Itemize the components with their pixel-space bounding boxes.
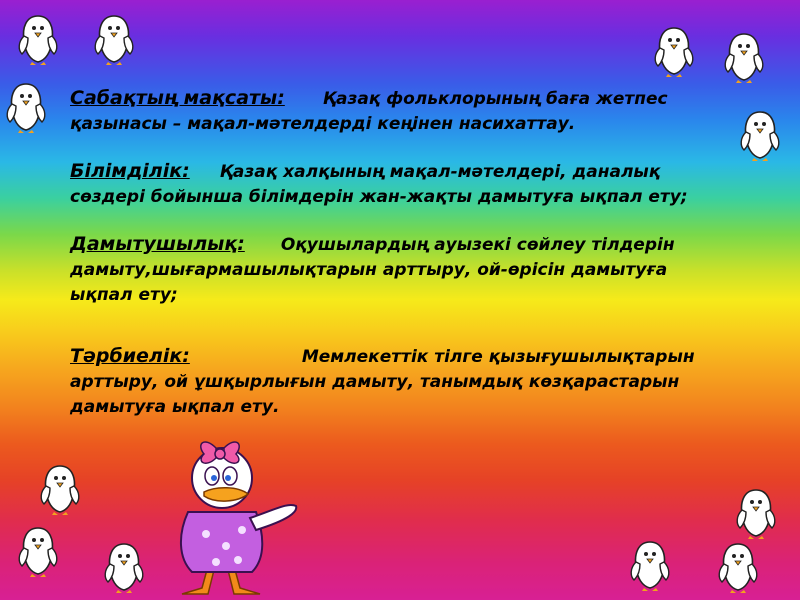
penguin-icon: [652, 24, 696, 78]
educational-paragraph: [70, 159, 730, 210]
penguin-icon: [722, 30, 766, 84]
penguin-icon: [716, 540, 760, 594]
educational-heading: Білімділік:: [70, 160, 190, 182]
penguin-icon: [92, 12, 136, 66]
goal-paragraph: [70, 86, 730, 137]
upbringing-paragraph: [70, 344, 730, 420]
penguin-icon: [734, 486, 778, 540]
slide-text: [70, 86, 730, 420]
penguin-icon: [16, 524, 60, 578]
penguin-icon: [4, 80, 48, 134]
daisy-duck-icon: [138, 438, 306, 600]
upbringing-heading: Тәрбиелік:: [70, 345, 190, 367]
developmental-paragraph: [70, 232, 730, 308]
upbringing-text: Мемлекеттік тілге қызығушылықтарын арттыру, ой ұшқырлығын дамыту, танымдық көзқарастарын дамытуға ықпал ету.: [70, 347, 695, 417]
goal-text: Қазақ фольклорының баға жетпес қазынасы – мақал-мәтелдерді кеңінен насихаттау.: [70, 89, 668, 134]
developmental-heading: Дамытушылық:: [70, 233, 245, 255]
developmental-text: Оқушылардың ауызекі сөйлеу тілдерін дамыту,шығармашылықтарын арттыру, ой-өрісін дамытуға ықпал ету;: [70, 235, 675, 305]
penguin-icon: [38, 462, 82, 516]
penguin-icon: [738, 108, 782, 162]
penguin-icon: [628, 538, 672, 592]
goal-heading: Сабақтың мақсаты:: [70, 87, 285, 109]
educational-text: Қазақ халқының мақал-мәтелдері, даналық сөздері бойынша білімдерін жан-жақты дамытуға ықпал ету;: [70, 162, 688, 207]
penguin-icon: [16, 12, 60, 66]
